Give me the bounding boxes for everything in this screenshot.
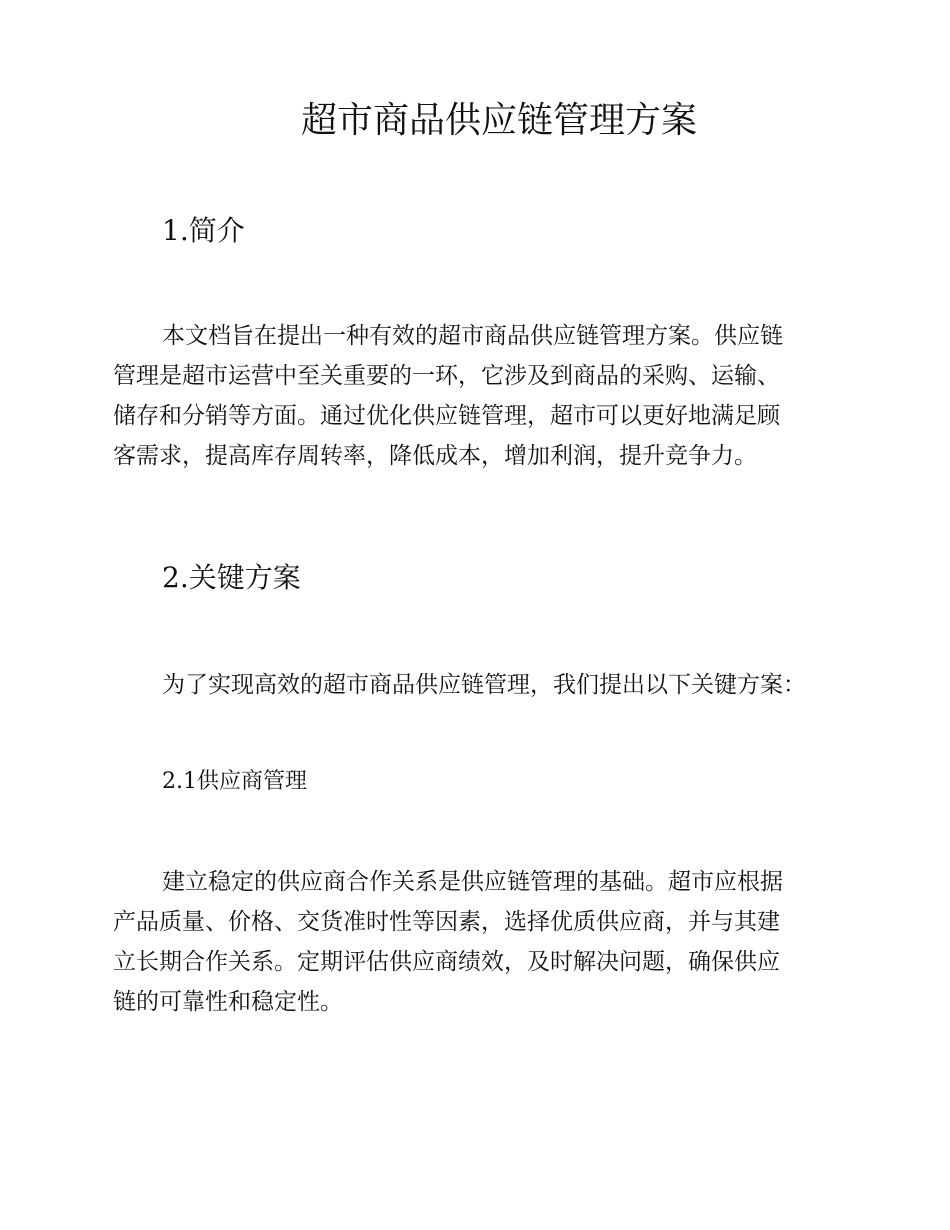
paragraph-line: 链的可靠性和稳定性。 xyxy=(113,989,343,1015)
paragraph-line: 产品质量、价格、交货准时性等因素，选择优质供应商，并与其建 xyxy=(113,909,780,935)
paragraph-line: 立长期合作关系。定期评估供应商绩效，及时解决问题，确保供应 xyxy=(113,949,780,975)
paragraph-line: 储存和分销等方面。通过优化供应链管理，超市可以更好地满足顾 xyxy=(113,403,780,429)
subsection-heading-supplier: 2.1供应商管理 xyxy=(162,769,307,794)
section-heading-key-plan: 2.关键方案 xyxy=(162,561,301,594)
paragraph-line: 建立稳定的供应商合作关系是供应链管理的基础。超市应根据 xyxy=(162,869,783,895)
supplier-paragraph xyxy=(113,862,853,1022)
section-heading-intro: 1.简介 xyxy=(162,214,245,247)
intro-paragraph xyxy=(113,316,853,476)
key-plan-intro xyxy=(113,665,853,705)
document-title: 超市商品供应链管理方案 xyxy=(300,100,697,141)
paragraph-line: 管理是超市运营中至关重要的一环，它涉及到商品的采购、运输、 xyxy=(113,363,780,389)
paragraph-line: 本文档旨在提出一种有效的超市商品供应链管理方案。供应链 xyxy=(162,323,783,349)
paragraph-line: 为了实现高效的超市商品供应链管理，我们提出以下关键方案： xyxy=(162,672,806,698)
paragraph-line: 客需求，提高库存周转率，降低成本，增加利润，提升竞争力。 xyxy=(113,443,757,469)
